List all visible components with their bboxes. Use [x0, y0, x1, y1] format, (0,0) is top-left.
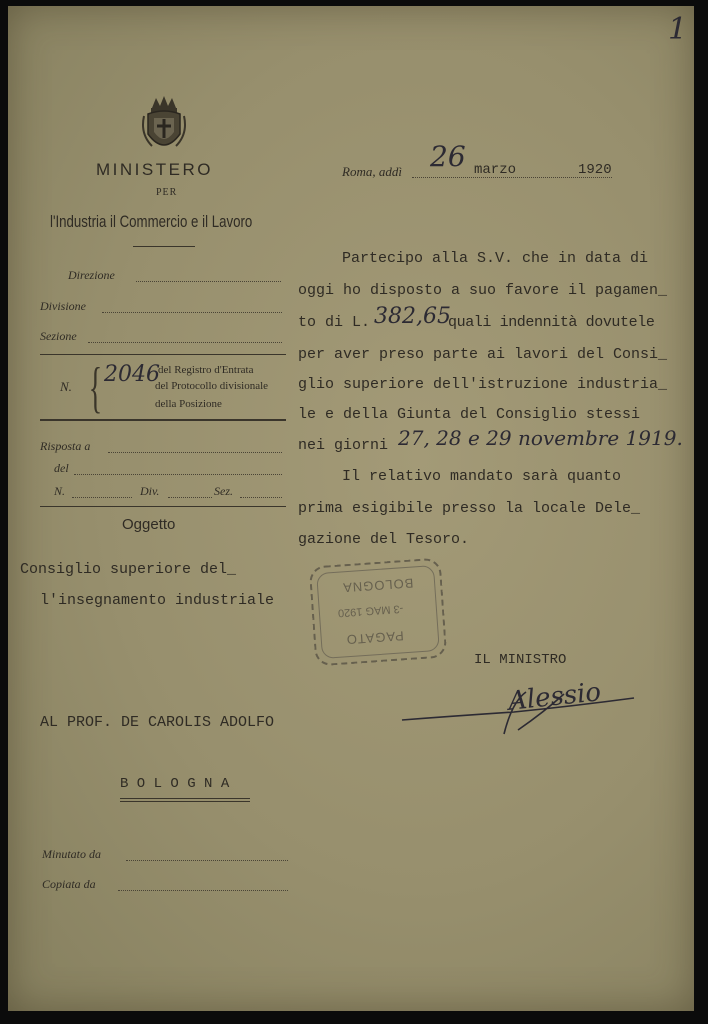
signature-title: IL MINISTRO	[474, 652, 567, 668]
body-line-2: oggi ho disposto a suo favore il pagamen_	[298, 282, 668, 299]
signature-flourish	[394, 682, 644, 742]
body-line-1: Partecipo alla S.V. che in data di	[342, 250, 649, 267]
copiata-line	[118, 890, 288, 891]
recipient-city: B O L O G N A	[120, 776, 230, 792]
stamp-date: -3 MAG 1920	[337, 602, 404, 619]
header-ornament	[133, 246, 195, 247]
date-day: 26	[430, 140, 466, 173]
body-amount: 382,65	[374, 304, 451, 329]
divisione-label: Divisione	[40, 299, 86, 313]
number-label: N.	[60, 379, 72, 394]
date-prefix: Roma, addì	[342, 164, 402, 179]
recipient-name: AL PROF. DE CAROLIS ADOLFO	[40, 714, 275, 731]
oggetto-line-2: l'insegnamento industriale	[40, 592, 275, 609]
copiata-label: Copiata da	[42, 877, 96, 891]
page-number: 1	[668, 12, 688, 47]
ministry-title: MINISTERO	[96, 160, 213, 179]
minutato-label: Minutato da	[42, 847, 101, 861]
body-line-5: glio superiore dell'istruzione industria_	[298, 376, 668, 393]
sez-line	[240, 497, 282, 498]
oggetto-rule	[40, 506, 286, 507]
document-sheet	[8, 6, 694, 1011]
body-line-6: le e della Giunta del Consiglio stessi	[298, 406, 641, 423]
del-label: del	[54, 461, 69, 475]
protocollo-label: del Protocollo divisionale	[155, 380, 269, 392]
div-line	[168, 497, 212, 498]
date-month: marzo	[474, 162, 517, 178]
fields-bottom-rule	[40, 419, 286, 421]
number-value: 2046	[104, 362, 160, 387]
minutato-line	[126, 860, 288, 861]
signature-name: Alessio	[506, 677, 603, 717]
number-brace: {	[88, 357, 103, 419]
fields-top-rule	[40, 354, 286, 355]
direzione-line	[136, 281, 281, 282]
body-line-9: prima esigibile presso la locale Dele_	[298, 500, 641, 517]
risposta-line	[108, 452, 282, 453]
oggetto-line-1: Consiglio superiore del_	[20, 561, 237, 578]
body-line-3a: to di L.	[298, 314, 371, 331]
risposta-label: Risposta a	[40, 439, 91, 453]
div-label: Div.	[140, 484, 160, 498]
body-line-4: per aver preso parte ai lavori del Consi_	[298, 346, 668, 363]
sezione-line	[88, 342, 282, 343]
body-line-10: gazione del Tesoro.	[298, 531, 470, 548]
sez-label: Sez.	[214, 484, 233, 498]
registro-label: del Registro d'Entrata	[158, 364, 254, 376]
oggetto-heading: Oggetto	[122, 516, 176, 533]
body-line-7a: nei giorni	[298, 437, 389, 454]
ministry-per: PER	[156, 187, 178, 198]
ministry-department: l'Industria il Commercio e il Lavoro	[50, 212, 253, 231]
recipient-city-underline-1	[120, 798, 250, 799]
date-year: 1920	[578, 162, 612, 178]
body-line-8: Il relativo mandato sarà quanto	[342, 468, 622, 485]
del-line	[74, 474, 282, 475]
stamp-city: BOLOGNA	[341, 575, 414, 596]
n-label: N.	[54, 484, 66, 498]
stamp-status: PAGATO	[345, 628, 405, 648]
recipient-city-underline-2	[120, 801, 250, 802]
body-dates-handwritten: 27, 28 e 29 novembre 1919.	[398, 426, 683, 450]
n-line	[72, 497, 132, 498]
direzione-label: Direzione	[68, 268, 115, 282]
posizione-label: della Posizione	[155, 398, 222, 410]
body-line-3b: quali indennità dovutele	[448, 314, 655, 331]
coat-of-arms-icon	[138, 94, 190, 156]
payment-stamp	[309, 558, 448, 667]
divisione-line	[102, 312, 282, 313]
sezione-label: Sezione	[40, 329, 77, 343]
